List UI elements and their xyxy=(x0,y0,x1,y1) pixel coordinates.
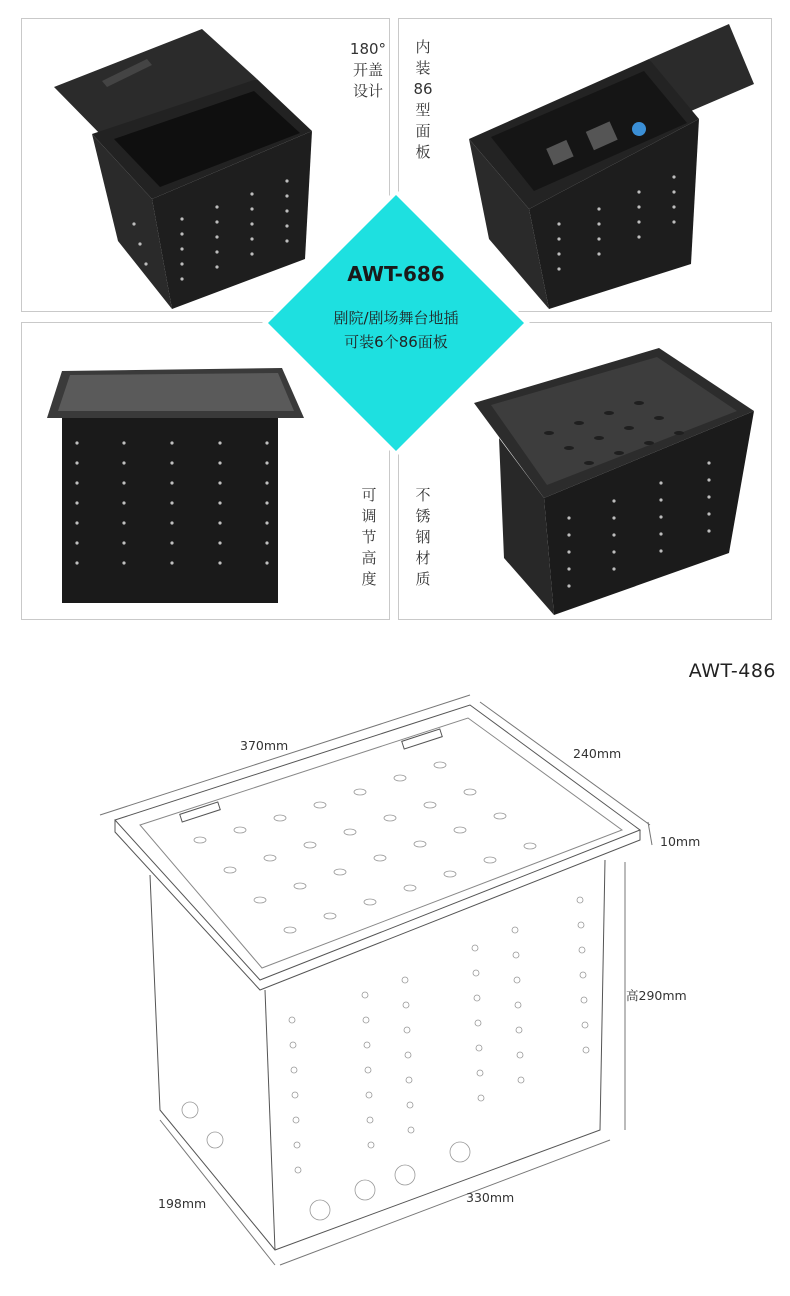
inner-panels-caption: 内装86型面板 xyxy=(413,38,433,161)
dim-length-bottom: 330mm xyxy=(466,1190,515,1205)
dim-lid-thickness: 10mm xyxy=(660,834,701,849)
center-model-title: AWT-686 xyxy=(347,262,445,286)
dim-length-top: 370mm xyxy=(240,738,289,753)
center-description: 剧院/剧场舞台地插 可装6个86面板 xyxy=(333,309,459,351)
drawing-model-label: AWT-486 xyxy=(688,660,776,682)
dim-height: 高290mm xyxy=(626,988,687,1003)
dim-width-top: 240mm xyxy=(573,746,622,761)
stainless-steel-caption: 不锈钢材质 xyxy=(415,486,431,588)
open-lid-caption: 180°开盖设计 xyxy=(349,40,387,100)
dim-depth-bottom: 198mm xyxy=(158,1196,207,1211)
adjustable-height-caption: 可调节高度 xyxy=(361,486,377,588)
